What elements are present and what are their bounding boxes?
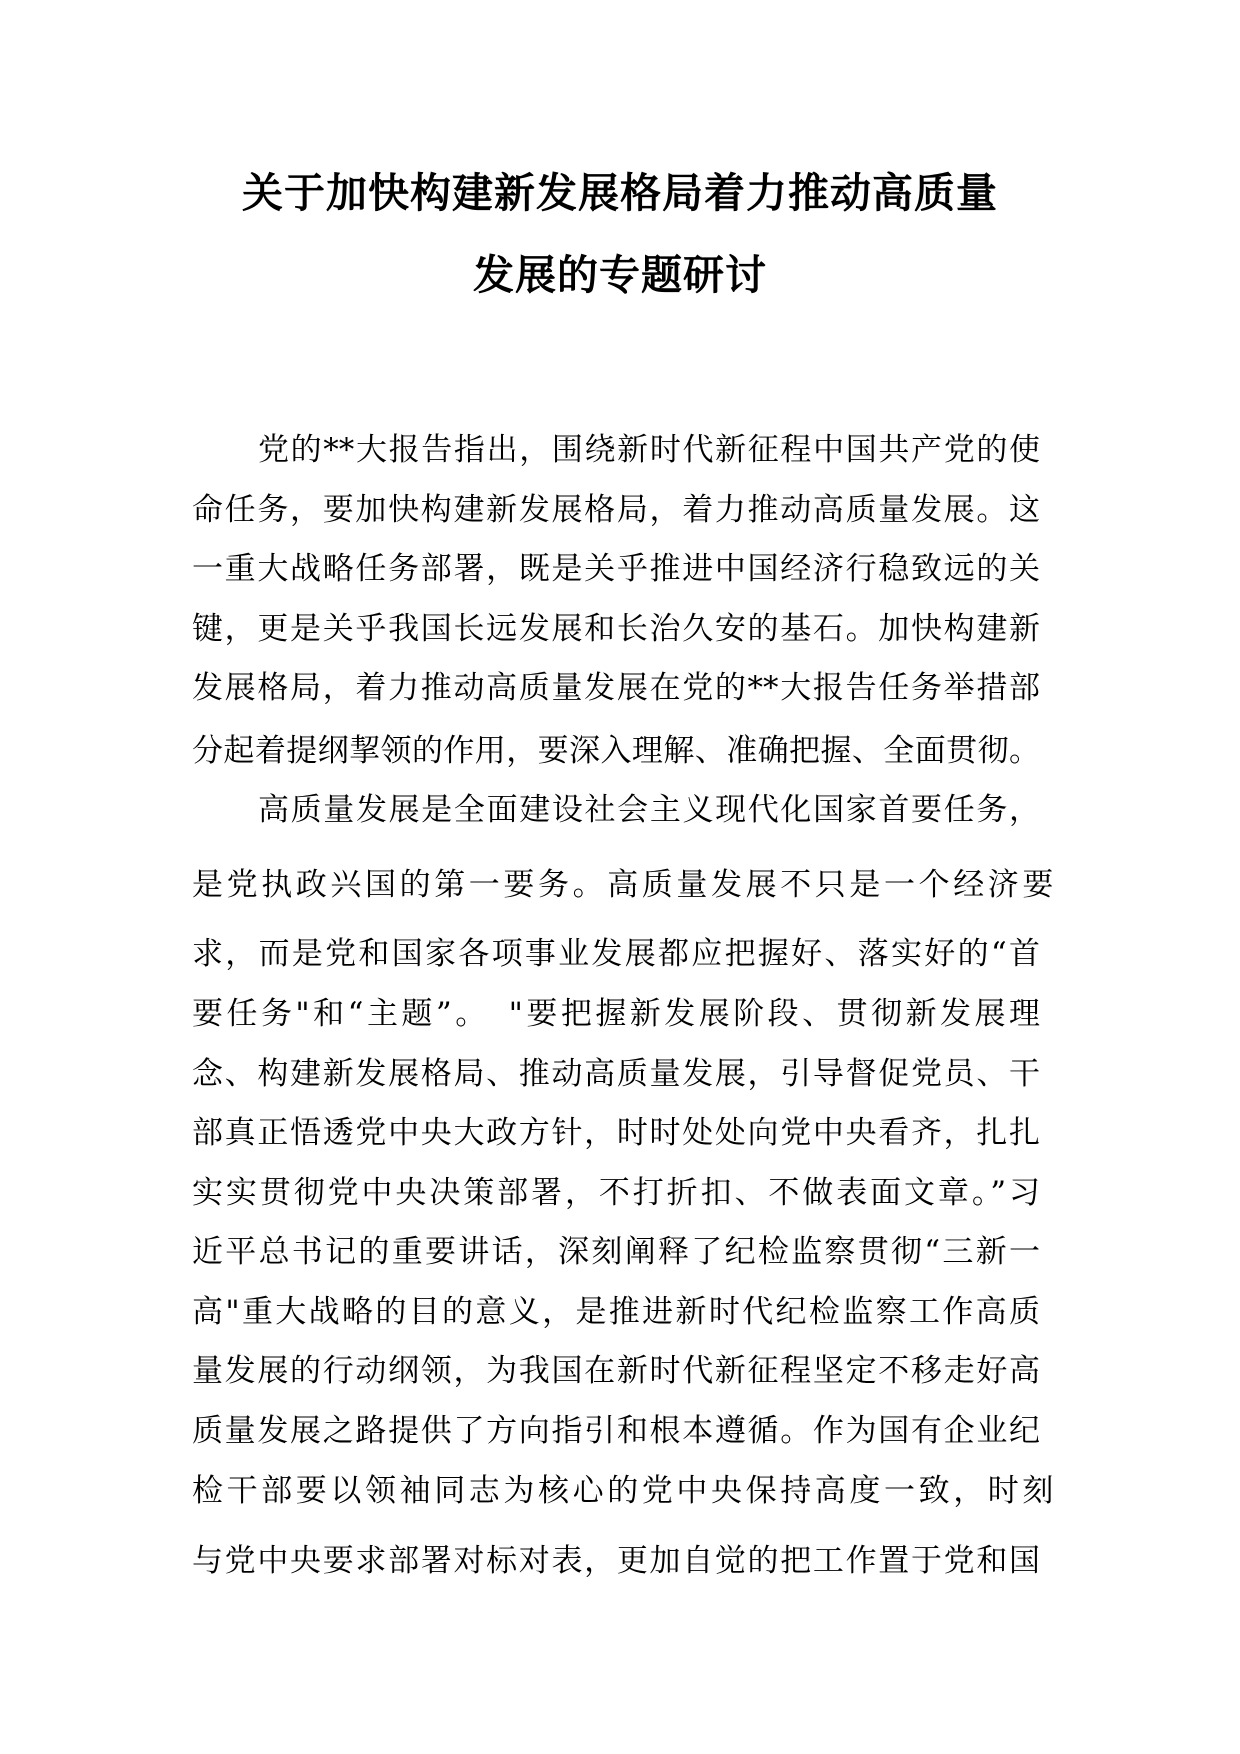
- body-line: 键，更是关乎我国长远发展和长治久安的基石。加快构建新: [192, 611, 1040, 647]
- body-line: 高质量发展是全面建设社会主义现代化国家首要任务，: [258, 792, 1040, 828]
- body-line: 高"重大战略的目的意义，是推进新时代纪检监察工作高质: [192, 1294, 1040, 1330]
- document-title-line-1: 关于加快构建新发展格局着力推动高质量: [242, 169, 998, 217]
- body-line: 念、构建新发展格局、推动高质量发展，引导督促党员、干: [192, 1056, 1040, 1092]
- body-line: 一重大战略任务部署，既是关乎推进中国经济行稳致远的关: [192, 551, 1040, 587]
- body-line: 命任务，要加快构建新发展格局，着力推动高质量发展。这: [192, 492, 1040, 528]
- body-line: 求，而是党和国家各项事业发展都应把握好、落实好的“首: [192, 936, 1040, 972]
- body-line: 量发展的行动纲领，为我国在新时代新征程坚定不移走好高: [192, 1353, 1040, 1389]
- body-line: 与党中央要求部署对标对表，更加自觉的把工作置于党和国: [192, 1543, 1040, 1579]
- body-line: 党的**大报告指出，围绕新时代新征程中国共产党的使: [258, 432, 1040, 468]
- body-line: 分起着提纲挈领的作用，要深入理解、准确把握、全面贯彻。: [192, 733, 1040, 769]
- body-line: 近平总书记的重要讲话，深刻阐释了纪检监察贯彻“三新一: [192, 1234, 1040, 1270]
- body-line: 是党执政兴国的第一要务。高质量发展不只是一个经济要: [192, 867, 1057, 903]
- body-line: 发展格局，着力推动高质量发展在党的**大报告任务举措部: [192, 670, 1040, 706]
- body-line: 实实贯彻党中央决策部署，不打折扣、不做表面文章。”习: [192, 1175, 1040, 1211]
- document-title-line-2: 发展的专题研讨: [473, 251, 767, 299]
- body-line: 部真正悟透党中央大政方针，时时处处向党中央看齐，扎扎: [192, 1115, 1040, 1151]
- body-line: 检干部要以领袖同志为核心的党中央保持高度一致，时刻: [192, 1473, 1057, 1509]
- body-line: 质量发展之路提供了方向指引和根本遵循。作为国有企业纪: [192, 1413, 1040, 1449]
- body-line: 要任务"和“主题”。 "要把握新发展阶段、贯彻新发展理: [192, 996, 1040, 1032]
